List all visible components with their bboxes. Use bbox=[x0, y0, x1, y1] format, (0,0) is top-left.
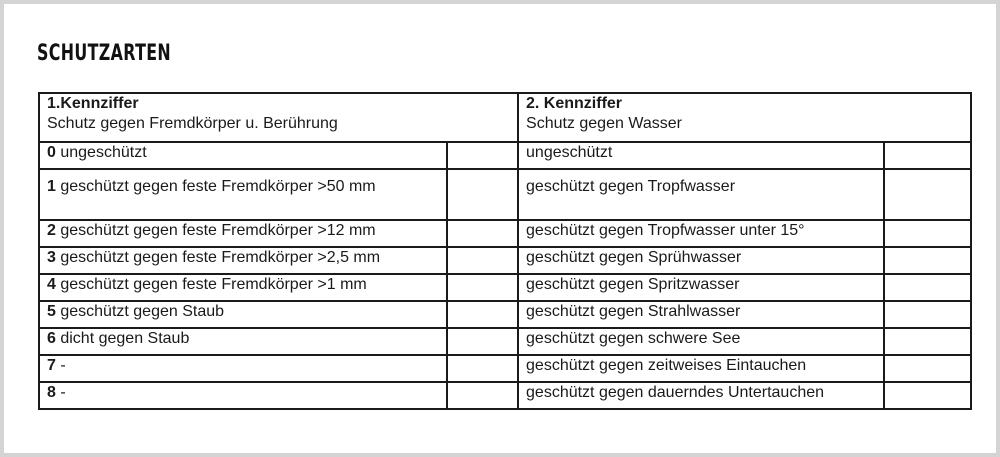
table-row bbox=[39, 220, 971, 247]
first-digit-cell bbox=[39, 169, 447, 220]
header-second-digit bbox=[518, 93, 971, 142]
header-second-digit-title: 2. Kennziffer bbox=[526, 95, 623, 112]
protection-class-table bbox=[38, 92, 972, 410]
table-row bbox=[39, 328, 971, 355]
digit-number: 2 bbox=[47, 222, 56, 239]
empty-cell bbox=[884, 328, 971, 355]
empty-cell bbox=[447, 247, 518, 274]
first-digit-text: geschützt gegen feste Fremdkörper >2,5 mm bbox=[55, 249, 381, 266]
empty-cell bbox=[884, 220, 971, 247]
digit-number: 3 bbox=[47, 249, 56, 266]
empty-cell bbox=[447, 355, 518, 382]
second-digit-cell: geschützt gegen Tropfwasser unter 15° bbox=[518, 220, 884, 247]
empty-cell bbox=[884, 247, 971, 274]
table-row bbox=[39, 274, 971, 301]
header-first-digit bbox=[39, 93, 518, 142]
digit-number: 8 bbox=[47, 384, 56, 401]
empty-cell bbox=[884, 169, 971, 220]
table-row bbox=[39, 169, 971, 220]
first-digit-text: - bbox=[55, 357, 66, 374]
second-digit-cell: geschützt gegen schwere See bbox=[518, 328, 884, 355]
first-digit-cell bbox=[39, 355, 447, 382]
first-digit-cell bbox=[39, 142, 447, 169]
digit-number: 4 bbox=[47, 276, 56, 293]
first-digit-cell bbox=[39, 220, 447, 247]
first-digit-text: geschützt gegen Staub bbox=[55, 303, 225, 320]
first-digit-text: dicht gegen Staub bbox=[55, 330, 190, 347]
digit-number: 7 bbox=[47, 357, 56, 374]
empty-cell bbox=[447, 274, 518, 301]
first-digit-cell bbox=[39, 274, 447, 301]
empty-cell bbox=[447, 328, 518, 355]
first-digit-cell bbox=[39, 247, 447, 274]
second-digit-cell: geschützt gegen Strahlwasser bbox=[518, 301, 884, 328]
empty-cell bbox=[884, 142, 971, 169]
empty-cell bbox=[884, 355, 971, 382]
first-digit-cell bbox=[39, 382, 447, 409]
table-row bbox=[39, 247, 971, 274]
second-digit-cell: geschützt gegen Sprühwasser bbox=[518, 247, 884, 274]
digit-number: 1 bbox=[47, 178, 56, 195]
empty-cell bbox=[884, 301, 971, 328]
first-digit-text: geschützt gegen feste Fremdkörper >50 mm bbox=[55, 178, 376, 195]
second-digit-cell: geschützt gegen dauerndes Untertauchen bbox=[518, 382, 884, 409]
first-digit-text: geschützt gegen feste Fremdkörper >12 mm bbox=[55, 222, 376, 239]
second-digit-cell: ungeschützt bbox=[518, 142, 884, 169]
digit-number: 0 bbox=[47, 144, 56, 161]
second-digit-cell: geschützt gegen Spritzwasser bbox=[518, 274, 884, 301]
empty-cell bbox=[884, 274, 971, 301]
digit-number: 6 bbox=[47, 330, 56, 347]
first-digit-text: - bbox=[55, 384, 66, 401]
empty-cell bbox=[447, 220, 518, 247]
first-digit-text: geschützt gegen feste Fremdkörper >1 mm bbox=[55, 276, 367, 293]
empty-cell bbox=[447, 142, 518, 169]
digit-number: 5 bbox=[47, 303, 56, 320]
page-title: SCHUTZARTEN bbox=[37, 41, 172, 66]
table-row bbox=[39, 355, 971, 382]
second-digit-cell: geschützt gegen zeitweises Eintauchen bbox=[518, 355, 884, 382]
header-second-digit-subtitle: Schutz gegen Wasser bbox=[526, 115, 682, 132]
empty-cell bbox=[447, 169, 518, 220]
first-digit-text: ungeschützt bbox=[55, 144, 147, 161]
empty-cell bbox=[447, 382, 518, 409]
empty-cell bbox=[884, 382, 971, 409]
header-first-digit-subtitle: Schutz gegen Fremdkörper u. Berührung bbox=[47, 115, 338, 132]
second-digit-cell: geschützt gegen Tropfwasser bbox=[518, 169, 884, 220]
table-header-row bbox=[39, 93, 971, 142]
table-row bbox=[39, 142, 971, 169]
first-digit-cell bbox=[39, 301, 447, 328]
header-first-digit-title: 1.Kennziffer bbox=[47, 95, 139, 112]
empty-cell bbox=[447, 301, 518, 328]
first-digit-cell bbox=[39, 328, 447, 355]
table-row bbox=[39, 301, 971, 328]
table-row bbox=[39, 382, 971, 409]
